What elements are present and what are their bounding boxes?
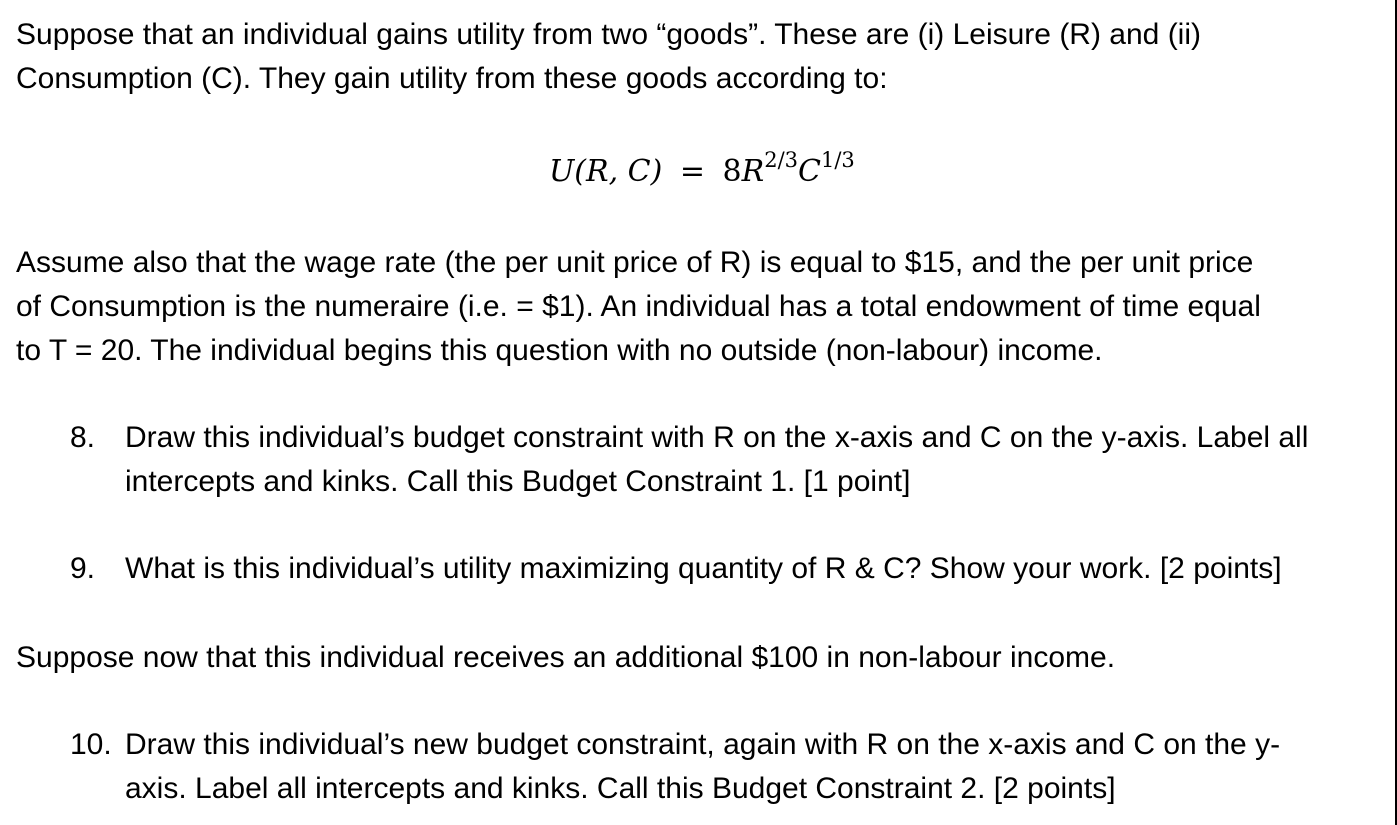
question-8-number: 8.	[70, 421, 96, 454]
transition-line: Suppose now that this individual receives an additional $100 in non-labour income.	[16, 641, 1116, 674]
question-10-line-2: axis. Label all intercepts and kinks. Call this Budget Constraint 2. [2 points]	[125, 772, 1116, 805]
question-10-line-1: Draw this individual’s new budget constraint, again with R on the x-axis and C on the y-	[125, 728, 1281, 761]
formula-equals: =	[679, 154, 705, 189]
formula-lhs: U(R, C)	[549, 154, 663, 189]
question-8-line-2: intercepts and kinks. Call this Budget Constraint 1. [1 point]	[125, 465, 911, 498]
formula-var-c: C	[798, 154, 821, 189]
formula-exponent-r: 2/3	[764, 148, 799, 172]
question-9-number: 9.	[70, 552, 96, 585]
intro-line-2: Consumption (C). They gain utility from these goods according to:	[16, 62, 888, 95]
assumption-line-2: of Consumption is the numeraire (i.e. = $1). An individual has a total endowment of time equal	[16, 290, 1261, 323]
formula-coefficient: 8	[722, 154, 742, 189]
question-8-line-1: Draw this individual’s budget constraint with R on the x-axis and C on the y-axis. Label all	[125, 421, 1309, 454]
formula-exponent-c: 1/3	[821, 148, 855, 172]
intro-line-1: Suppose that an individual gains utility from two “goods”. These are (i) Leisure (R) and (ii)	[16, 18, 1201, 51]
question-10-number: 10.	[70, 728, 112, 761]
question-9-line-1: What is this individual’s utility maximizing quantity of R & C? Show your work. [2 points]	[125, 552, 1282, 585]
assumption-line-3: to T = 20. The individual begins this question with no outside (non-labour) income.	[16, 334, 1103, 367]
utility-formula	[549, 148, 855, 192]
assumption-line-1: Assume also that the wage rate (the per unit price of R) is equal to $15, and the per unit price	[16, 246, 1254, 279]
formula-var-r: R	[741, 154, 765, 189]
